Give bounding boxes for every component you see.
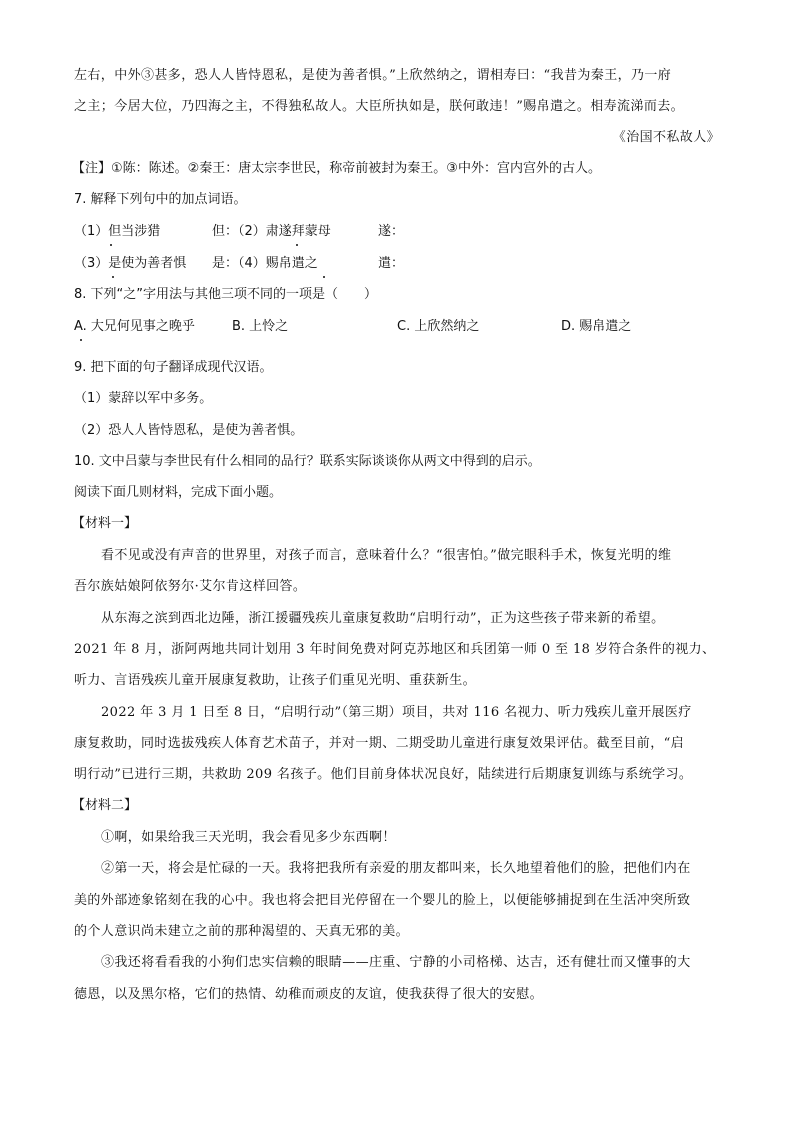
emphasis-dot — [110, 244, 112, 246]
m1-paragraph-2: 从东海之滨到西北边陲，浙江援疆残疾儿童康复救助“启明行动”，正为这些孩子带来新的希望。 — [101, 611, 665, 626]
m1-paragraph-1-line-1: 看不见或没有声音的世界里，对孩子而言，意味着什么？“很害怕。”做完眼科手术，恢复光明的维 — [101, 548, 672, 563]
passage-source: 《治国不私故人》 — [612, 130, 720, 145]
q9-sentence-1: （1）蒙辞以军中多务。 — [74, 391, 213, 406]
m2-paragraph-1: ①啊，如果给我三天光明，我会看见多少东西啊！ — [101, 830, 396, 845]
m2-paragraph-2-line-1: ②第一天，将会是忙碌的一天。我将把我所有亲爱的朋友都叫来，长久地望着他们的脸，把他们内在 — [101, 861, 691, 876]
m1-paragraph-4-line-3: 明行动”已进行三期，共救助 209 名孩子。他们目前身体状况良好，陆续进行后期康复训练与系统学习。 — [74, 767, 693, 782]
annotation-note: 【注】①陈：陈述。②秦王：唐太宗李世民，称帝前被封为秦王。③中外：宫内宫外的古人。 — [72, 161, 601, 176]
m2-paragraph-2-line-3: 的个人意识尚未建立之前的那种渴望的、天真无邪的美。 — [74, 924, 410, 939]
passage-line-2: 之主；今居大位，乃四海之主，不得独私故人。大臣所执如是，朕何敢违！”赐帛遣之。相寿流涕而去。 — [74, 99, 685, 114]
q8-option-a: A. 大兄何见事之晚乎 — [74, 319, 195, 334]
m2-paragraph-3-line-1: ③我还将看看我的小狗们忠实信赖的眼睛——庄重、宁静的小司格梯、达吉，还有健壮而又懂事的大 — [101, 955, 691, 970]
m2-paragraph-3-line-2: 德恩，以及黑尔格，它们的热情、幼稚而顽皮的友谊，使我获得了很大的安慰。 — [74, 987, 544, 1002]
m1-paragraph-4-line-2: 康复救助，同时选拔残疾人体育艺术苗子，并对一期、二期受助儿童进行康复效果评估。截至目前，“启 — [74, 736, 685, 751]
passage-line-1: 左右，中外③甚多，恐人人皆恃恩私，是使为善者惧。”上欣然纳之，谓相寿曰：“我昔为秦王，乃一府 — [74, 68, 672, 83]
m1-paragraph-3-line-2: 听力、言语残疾儿童开展康复救助，让孩子们重见光明、重获新生。 — [74, 673, 477, 688]
q8-option-d: D. 赐帛遣之 — [561, 319, 632, 334]
q8-option-c: C. 上欣然纳之 — [397, 319, 480, 334]
q7-item-4: 是：（4）赐帛遣之 — [212, 256, 318, 271]
q7-item-3: （3）是使为善者惧 — [74, 256, 187, 271]
material-1-heading: 【材料一】 — [72, 516, 138, 531]
q7-item-2: 但：（2）肃遂拜蒙母 — [212, 224, 331, 239]
q7-answer-blank-4: 遣： — [378, 256, 405, 271]
q8-option-b: B. 上怜之 — [232, 319, 289, 334]
question-9-title: 9. 把下面的句子翻译成现代汉语。 — [74, 360, 273, 375]
m1-paragraph-4-line-1: 2022 年 3 月 1 日至 8 日，“启明行动”（第三期）项目，共对 116 名视力、听力残疾儿童开展医疗 — [101, 705, 692, 720]
emphasis-dot — [112, 276, 114, 278]
q7-answer-blank-2: 遂： — [378, 224, 405, 239]
m1-paragraph-3-line-1: 2021 年 8 月，浙阿两地共同计划用 3 年时间免费对阿克苏地区和兵团第一师 0 至 18 岁符合条件的视力、 — [74, 642, 716, 657]
emphasis-dot — [80, 339, 82, 341]
question-10-title: 10. 文中吕蒙与李世民有什么相同的品行？联系实际谈谈你从两文中得到的启示。 — [74, 454, 541, 469]
m2-paragraph-2-line-2: 美的外部迹象铭刻在我的心中。我也将会把目光停留在一个婴儿的脸上，以便能够捕捉到在生活冲突所致 — [74, 893, 691, 908]
emphasis-dot — [323, 276, 325, 278]
q7-item-1: （1）但当涉猎 — [74, 224, 161, 239]
q9-sentence-2: （2）恐人人皆恃恩私，是使为善者惧。 — [74, 423, 304, 438]
reading-intro: 阅读下面几则材料，完成下面小题。 — [74, 485, 283, 500]
m1-paragraph-1-line-2: 吾尔族姑娘阿依努尔·艾尔肯这样回答。 — [74, 579, 307, 594]
question-8-title: 8. 下列“之”字用法与其他三项不同的一项是（ ） — [74, 287, 378, 302]
emphasis-dot — [296, 244, 298, 246]
question-7-title: 7. 解释下列句中的加点词语。 — [74, 192, 247, 207]
material-2-heading: 【材料二】 — [72, 798, 138, 813]
